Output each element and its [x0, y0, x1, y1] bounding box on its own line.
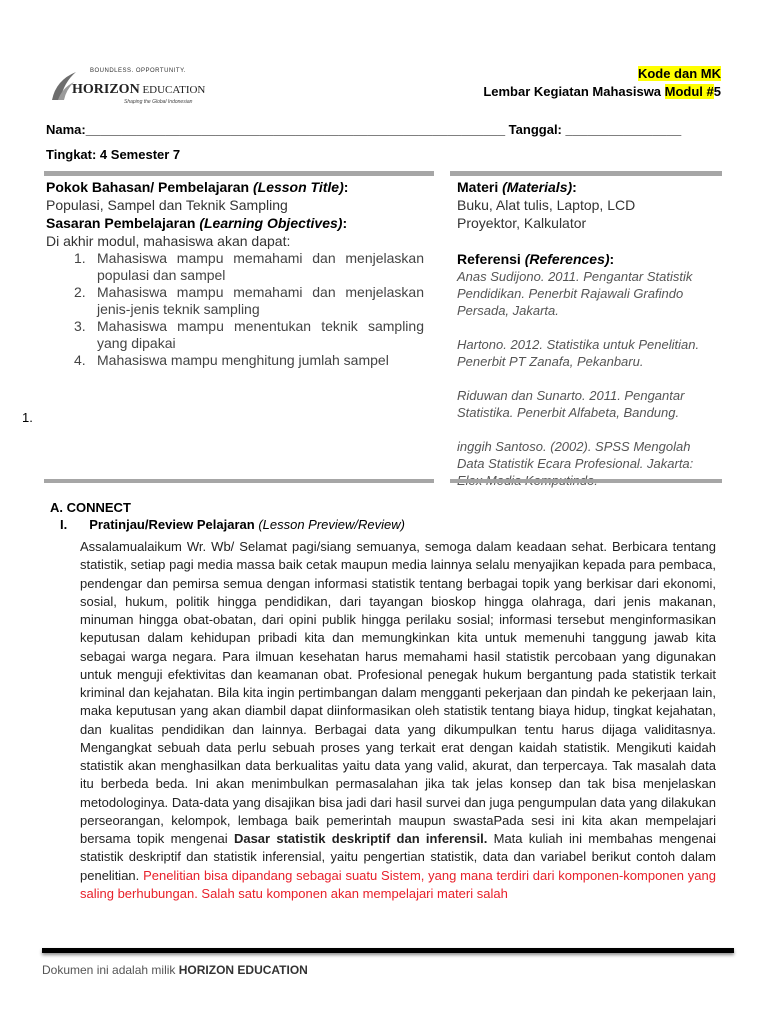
- reference-item: inggih Santoso. (2002). SPSS Mengolah Data Statistik Ecara Profesional. Jakarta:: [457, 439, 694, 471]
- objective-item: 1. Mahasiswa mampu memahami dan menjelaskan populasi dan sampel: [74, 250, 424, 283]
- objectives-list: [46, 250, 424, 369]
- logo-wordmark: HORIZON EDUCATION: [72, 82, 206, 97]
- logo-slogan: Shaping the Global Indonesian: [124, 99, 193, 105]
- review-heading: I. Pratinjau/Review Pelajaran (Lesson Preview/Review): [60, 517, 405, 532]
- reference-item: Hartono. 2012. Statistika untuk Penelitian. Penerbit PT Zanafa, Pekanbaru.: [457, 337, 700, 369]
- pokok-bahasan-heading: Pokok Bahasan/ Pembelajaran (Lesson Title):: [46, 179, 349, 195]
- objective-item: 2. Mahasiswa mampu memahami dan menjelaskan jenis-jenis teknik sampling: [74, 284, 424, 317]
- lembar-kegiatan-title: Lembar Kegiatan Mahasiswa Modul #5: [483, 84, 721, 99]
- tingkat-semester: Tingkat: 4 Semester 7: [46, 147, 181, 162]
- stray-list-number: 1.: [22, 410, 33, 425]
- nama-tanggal-line: Nama:__________________________________________________________ Tanggal: ________________: [46, 122, 682, 137]
- right-box-top-divider: [450, 171, 722, 176]
- materials-references-box: [457, 178, 719, 489]
- referensi-heading: Referensi (References):: [457, 251, 615, 267]
- materials-list: Buku, Alat tulis, Laptop, LCD Proyektor, Kalkulator: [457, 197, 636, 231]
- preview-paragraph: Assalamualaikum Wr. Wb/ Selamat pagi/siang semuanya, semoga dalam keadaan sehat. Berbicara tentang statistik, setiap pagi media massa baik cetak maupun media lainnya selalu menyajikan kepada para pembaca, pendengar dan pemirsa semua dengan informasi statistik tentang berbagai topik yang berkisar dari ekonomi, sosial, hukum, politik hingga pendidikan, dari tayangan bioskop hingga olahraga, dari jenis makanan, minuman hingga obat-obatan, dari opini publik hingga perilaku sosial; informasi tersebut menginformasikan keputusan dalam kehidupan pribadi kita dan memungkinkan kita untuk memenuhi tanggung jawab kita sebagai warga negara. Para ilmuan kesehatan harus memahami hasil statistik percobaan yang digunakan untuk menguji efektivitas dan keamanan obat. Profesional penegak hukum bergantung pada statistik terkait kriminal dan kejahatan. Bila kita ingin pertimbangan dalam mengganti pekerjaan dan pindah ke pekerjaan lain, maka keputusan yang akan diambil dapat diinformasikan oleh statistik tentang biaya hidup, tingkat kejahatan, dan kualitas pendidikan dan lainnya. Berbagai data yang dikumpulkan tentu harus dijaga validitasnya. Mengangkat sebuah data perlu sebuah proses yang terkait erat dengan kaidah statistik. Mengikuti kaidah statistik akan menghasilkan data berkualitas yaitu data yang valid, akurat, dan terpercaya. Tak masalah data itu berbeda beda. Ini akan menimbulkan permasalahan jika tak jelas konsep dan tak bisa menjelaskan metodologinya. Data-data yang disajikan bisa jadi dari hasil survei dan juga pengumpulan data yang dilakukan perseorangan, kelompok, lembaga baik pemerintah maupun swastaPada sesi ini kita akan mempelajari bersama topik mengenai Dasar statistik deskriptif dan inferensil. Mata kuliah ini membahas mengenai statistik deskriptif dan statistik inferensial, yaitu pengertian statistik, data dan variabel berikut contoh dalam penelitian. Penelitian bisa dipandang sebagai suatu Sistem, yang mana terdiri dari komponen-komponen yang saling berhubungan. Salah satu komponen akan mempelajari materi salah: [80, 539, 716, 901]
- horizon-education-logo: [50, 60, 206, 112]
- materi-heading: Materi (Materials):: [457, 179, 577, 195]
- reference-item: Anas Sudijono. 2011. Pengantar Statistik Pendidikan. Penerbit Rajawali Grafindo Persada, Jakarta.: [457, 269, 693, 318]
- lesson-info-box: [46, 178, 424, 369]
- kode-mk-label: Kode dan MK: [637, 66, 721, 81]
- logo-tagline: BOUNDLESS. OPPORTUNITY.: [90, 68, 186, 74]
- lesson-title: Populasi, Sampel dan Teknik Sampling: [46, 197, 288, 213]
- objective-item: 4. Mahasiswa mampu menghitung jumlah sampel: [74, 352, 389, 368]
- left-box-top-divider: [44, 171, 434, 176]
- footer-ownership: Dokumen ini adalah milik HORIZON EDUCATION: [42, 963, 308, 977]
- reference-item: Riduwan dan Sunarto. 2011. Pengantar Statistika. Penerbit Alfabeta, Bandung.: [457, 388, 685, 420]
- objective-item: 3. Mahasiswa mampu menentukan teknik sampling yang dipakai: [74, 318, 424, 351]
- section-connect-heading: A. CONNECT: [50, 500, 131, 515]
- objectives-intro: Di akhir modul, mahasiswa akan dapat:: [46, 233, 291, 249]
- footer-divider: [42, 948, 734, 953]
- left-box-bottom-divider: [44, 479, 434, 483]
- right-box-bottom-divider: [450, 479, 722, 483]
- sasaran-heading: Sasaran Pembelajaran (Learning Objectives):: [46, 215, 348, 231]
